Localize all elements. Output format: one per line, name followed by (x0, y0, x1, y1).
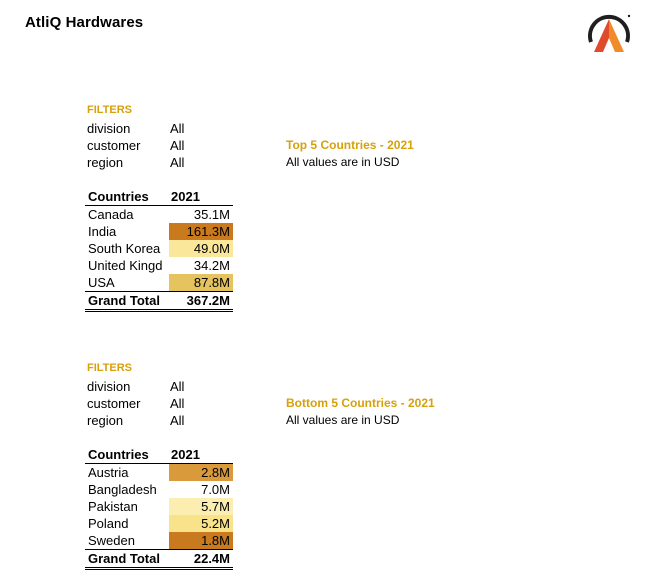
country-cell[interactable]: USA (88, 275, 115, 290)
grand-total-value[interactable]: 22.4M (169, 550, 233, 569)
country-cell[interactable]: Austria (88, 465, 129, 480)
report-title: Top 5 Countries - 2021 (286, 138, 414, 152)
filter-value[interactable]: All (170, 155, 185, 170)
filter-customer[interactable] (87, 137, 184, 154)
value-cell[interactable]: 35.1M (169, 206, 233, 224)
filter-name: region (87, 413, 124, 428)
country-cell[interactable]: Canada (88, 207, 134, 222)
column-header-countries[interactable]: Countries (85, 188, 169, 206)
value-cell[interactable]: 7.0M (169, 481, 233, 498)
app-title: AtliQ Hardwares (25, 14, 144, 31)
value-cell[interactable]: 49.0M (169, 240, 233, 257)
grand-total-row[interactable] (85, 550, 233, 569)
filter-value[interactable]: All (170, 379, 185, 394)
filters-heading: FILTERS (87, 362, 133, 374)
grand-total-value[interactable]: 367.2M (169, 292, 233, 311)
top-countries-section (0, 104, 650, 324)
table-row[interactable] (85, 240, 233, 257)
column-header-countries[interactable]: Countries (85, 446, 169, 464)
filter-division[interactable] (87, 378, 184, 395)
grand-total-row[interactable] (85, 292, 233, 311)
value-cell[interactable]: 2.8M (169, 464, 233, 482)
country-cell[interactable]: South Korea (88, 241, 161, 256)
filter-name: customer (87, 396, 141, 411)
filter-value[interactable]: All (170, 138, 185, 153)
atliq-logo-icon (586, 12, 632, 54)
table-row[interactable] (85, 223, 233, 240)
table-row[interactable] (85, 464, 233, 482)
filters-heading: FILTERS (87, 104, 133, 116)
filter-name: division (87, 379, 131, 394)
country-cell[interactable]: Pakistan (88, 499, 138, 514)
pivot-table (85, 188, 233, 312)
filter-value[interactable]: All (170, 121, 185, 136)
filter-name: division (87, 121, 131, 136)
value-cell[interactable]: 5.2M (169, 515, 233, 532)
country-cell[interactable]: Poland (88, 516, 129, 531)
value-cell[interactable]: 1.8M (169, 532, 233, 550)
table-header-row (85, 188, 233, 206)
value-cell[interactable]: 161.3M (169, 223, 233, 240)
filter-value[interactable]: All (170, 396, 185, 411)
report-note: All values are in USD (286, 413, 400, 427)
report-title: Bottom 5 Countries - 2021 (286, 396, 435, 410)
filter-region[interactable] (87, 412, 184, 429)
pivot-table (85, 446, 233, 570)
filter-name: customer (87, 138, 141, 153)
grand-total-label[interactable]: Grand Total (85, 292, 169, 311)
filter-value[interactable]: All (170, 413, 185, 428)
table-row[interactable] (85, 498, 233, 515)
table-row[interactable] (85, 274, 233, 292)
table-row[interactable] (85, 257, 233, 274)
report-note: All values are in USD (286, 155, 400, 169)
country-cell[interactable]: India (88, 224, 117, 239)
filter-division[interactable] (87, 120, 184, 137)
table-row[interactable] (85, 481, 233, 498)
column-header-year[interactable]: 2021 (169, 188, 233, 206)
table-row[interactable] (85, 515, 233, 532)
country-cell[interactable]: Sweden (88, 533, 135, 548)
table-header-row (85, 446, 233, 464)
bottom-countries-section (0, 362, 650, 582)
column-header-year[interactable]: 2021 (169, 446, 233, 464)
country-cell[interactable]: United Kingd (88, 258, 163, 273)
filter-customer[interactable] (87, 395, 184, 412)
filter-region[interactable] (87, 154, 184, 171)
table-row[interactable] (85, 206, 233, 224)
grand-total-label[interactable]: Grand Total (85, 550, 169, 569)
value-cell[interactable]: 87.8M (169, 274, 233, 292)
filter-name: region (87, 155, 124, 170)
country-cell[interactable]: Bangladesh (88, 482, 157, 497)
value-cell[interactable]: 5.7M (169, 498, 233, 515)
value-cell[interactable]: 34.2M (169, 257, 233, 274)
table-row[interactable] (85, 532, 233, 550)
